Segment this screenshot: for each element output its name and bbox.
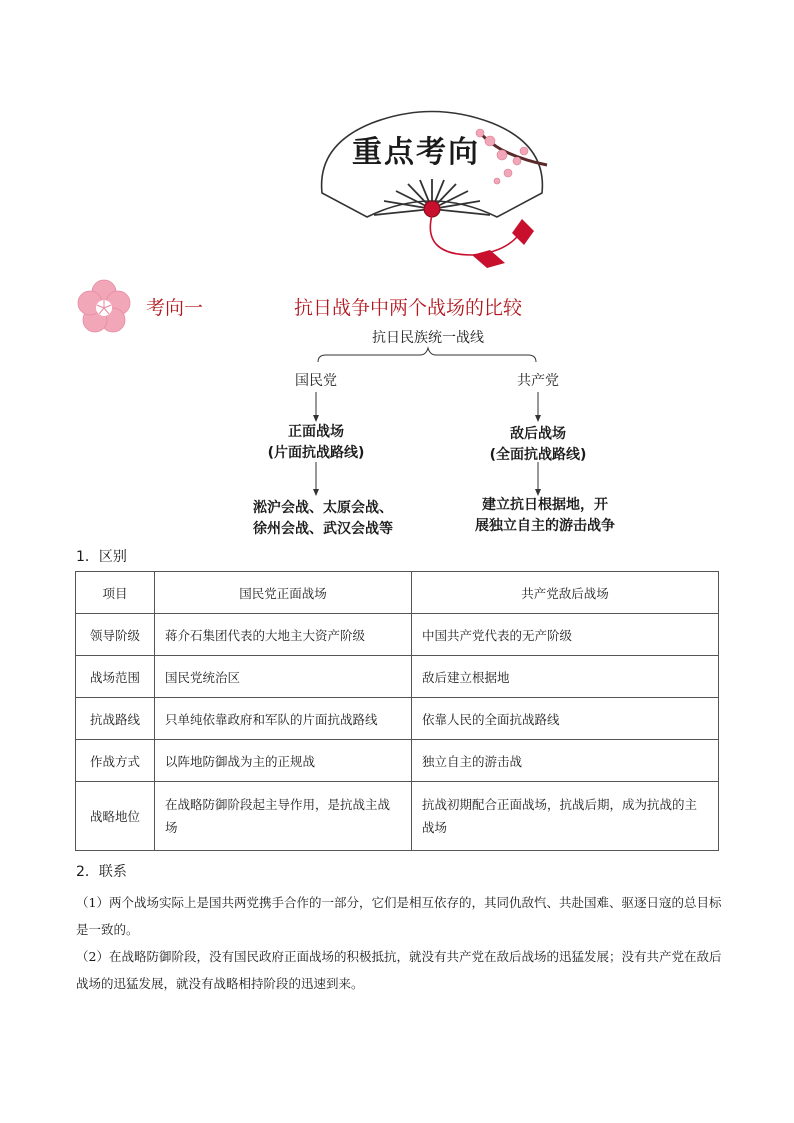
table-row xyxy=(76,656,719,698)
diagram-root: 抗日民族统一战线 xyxy=(372,330,484,346)
table-cell: 独立自主的游击战 xyxy=(412,740,719,782)
table-cell: 在战略防御阶段起主导作用，是抗战主战场 xyxy=(155,782,412,851)
table-cell: 敌后建立根据地 xyxy=(412,656,719,698)
table-cell: 抗战初期配合正面战场，抗战后期，成为抗战的主战场 xyxy=(412,782,719,851)
comparison-table xyxy=(75,571,719,851)
section-title: 抗日战争中两个战场的比较 xyxy=(294,297,523,319)
table-cell: 抗战路线 xyxy=(76,698,155,740)
table-cell: 作战方式 xyxy=(76,740,155,782)
diagram-left-field: 正面战场 xyxy=(288,424,344,440)
table-cell: 中国共产党代表的无产阶级 xyxy=(412,614,719,656)
table-row xyxy=(76,782,719,851)
section-label: 考向一 xyxy=(146,297,204,319)
diagram-left-result-line1: 淞沪会战、太原会战、 xyxy=(253,500,393,516)
diagram-right-result-line2: 展独立自主的游击战争 xyxy=(475,518,615,534)
table-header-cell: 国民党正面战场 xyxy=(155,572,412,614)
table-cell: 蒋介石集团代表的大地主大资产阶级 xyxy=(155,614,412,656)
table-cell: 战场范围 xyxy=(76,656,155,698)
table-row xyxy=(76,698,719,740)
table-cell: 国民党统治区 xyxy=(155,656,412,698)
table-cell: 领导阶级 xyxy=(76,614,155,656)
diagram-right-field: 敌后战场 xyxy=(510,426,566,442)
table-cell: 只单纯依靠政府和军队的片面抗战路线 xyxy=(155,698,412,740)
table-row xyxy=(76,614,719,656)
table-cell: 以阵地防御战为主的正规战 xyxy=(155,740,412,782)
paragraph-2: （2）在战略防御阶段，没有国民政府正面战场的积极抵抗，就没有共产党在敌后战场的迅猛发展；没有共产党在敌后战场的迅猛发展，就没有战略相持阶段的迅速到来。 xyxy=(76,949,722,991)
table-header-cell: 项目 xyxy=(76,572,155,614)
diagram-right-result-line1: 建立抗日根据地，开 xyxy=(482,497,608,513)
fan-header xyxy=(312,105,552,275)
table-header-row xyxy=(76,572,719,614)
plum-flower-icon xyxy=(76,279,132,335)
table-row xyxy=(76,740,719,782)
table-cell: 依靠人民的全面抗战路线 xyxy=(412,698,719,740)
diagram-right-route: (全面抗战路线) xyxy=(489,447,587,463)
diagram-right-party: 共产党 xyxy=(517,373,559,389)
part1-label: 1．区别 xyxy=(76,549,127,565)
part2-label: 2．联系 xyxy=(76,864,127,880)
fan-title: 重点考向 xyxy=(352,135,480,170)
table-cell: 战略地位 xyxy=(76,782,155,851)
paragraph-1: （1）两个战场实际上是国共两党携手合作的一部分，它们是相互依存的，其同仇敌忾、共赴国难、驱逐日寇的总目标是一致的。 xyxy=(76,895,722,937)
diagram-left-result-line2: 徐州会战、武汉会战等 xyxy=(253,521,393,537)
table-header-cell: 共产党敌后战场 xyxy=(412,572,719,614)
diagram-left-route: (片面抗战路线) xyxy=(267,445,365,461)
diagram-left-party: 国民党 xyxy=(295,373,337,389)
